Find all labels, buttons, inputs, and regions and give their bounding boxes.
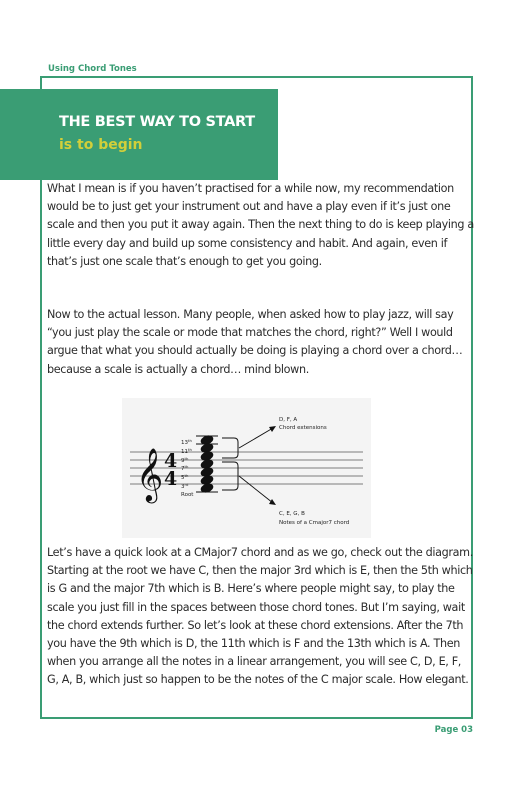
banner-subtitle: is to begin [59, 137, 143, 153]
section-label: Using Chord Tones [48, 64, 137, 74]
paragraph-intro: What I mean is if you haven’t practised for a while now, my recommendation would be to just get your instrument out and have a play even if it’s just one scale and then you put it away again. Then the next thing to do is keep playing a little every day and build up some consistency and habit. And again, even if that’s just one scale that’s enough to get you going. [47, 182, 474, 268]
interval-label-5: 5 [181, 475, 185, 481]
lower-caption-label: Notes of a Cmajor7 chord [279, 520, 350, 526]
interval-label-root: Root [181, 492, 194, 498]
time-signature-bottom: 4 [164, 468, 178, 490]
svg-text:7th [181, 464, 189, 472]
upper-caption-label: Chord extensions [279, 425, 327, 431]
paragraph-explanation: Let’s have a quick look at a CMajor7 chord and as we go, check out the diagram. Starting at the root we have C, then the major 3rd which is E, then the 5th which is G and the major 7th which is B. Here’s where people might say, to play the scale you just fill in the spaces between those chord tones. But I’m saying, wait the chord extends further. So let’s look at these chord extensions. After the 7th you have the 9th which is D, the 11th which is F and the 13th which is A. Then when you arrange all the notes in a linear arrangement, you will see C, D, E, F, G, A, B, which just so happen to be the notes of the C major scale. How elegant. [47, 546, 473, 687]
chord-noteheads [199, 434, 214, 495]
title-banner [0, 89, 278, 180]
interval-label-11: 11 [181, 449, 188, 455]
interval-label-3-sup: rd [184, 482, 189, 487]
interval-label-9: 9 [181, 458, 185, 464]
interval-label-7-sup: th [184, 464, 189, 469]
banner-title: THE BEST WAY TO START [59, 114, 255, 130]
page-number: Page 03 [434, 725, 473, 735]
interval-label-3: 3 [181, 484, 185, 490]
treble-clef-icon: 𝄞 [136, 447, 164, 501]
interval-label-7: 7 [181, 466, 185, 472]
paragraph-lesson: Now to the actual lesson. Many people, when asked how to play jazz, will say “you just play the scale or mode that matches the chord, right?” Well I would argue that what you should actually be doing is playing a chord over a chord… because a scale is actually a chord… mind blown. [47, 308, 463, 376]
upper-notes-label: D, F, A [279, 417, 298, 423]
interval-label-13: 13 [181, 440, 188, 446]
svg-text:9th [181, 456, 189, 464]
annotation-arrows [239, 428, 273, 503]
chord-diagram-svg [122, 398, 371, 538]
interval-label-9-sup: th [184, 456, 189, 461]
lower-notes-label: C, E, G, B [279, 511, 305, 517]
svg-text:13th [181, 438, 192, 446]
interval-label-11-sup: th [188, 447, 192, 452]
arrow-heads [269, 426, 276, 505]
chord-brackets [222, 438, 238, 490]
svg-text:11th [181, 447, 192, 455]
time-signature-top: 4 [164, 450, 178, 472]
chord-diagram [122, 398, 371, 538]
interval-label-13-sup: th [188, 438, 192, 443]
svg-text:5th [181, 473, 189, 481]
interval-label-5-sup: th [184, 473, 189, 478]
svg-text:3rd [181, 482, 189, 490]
